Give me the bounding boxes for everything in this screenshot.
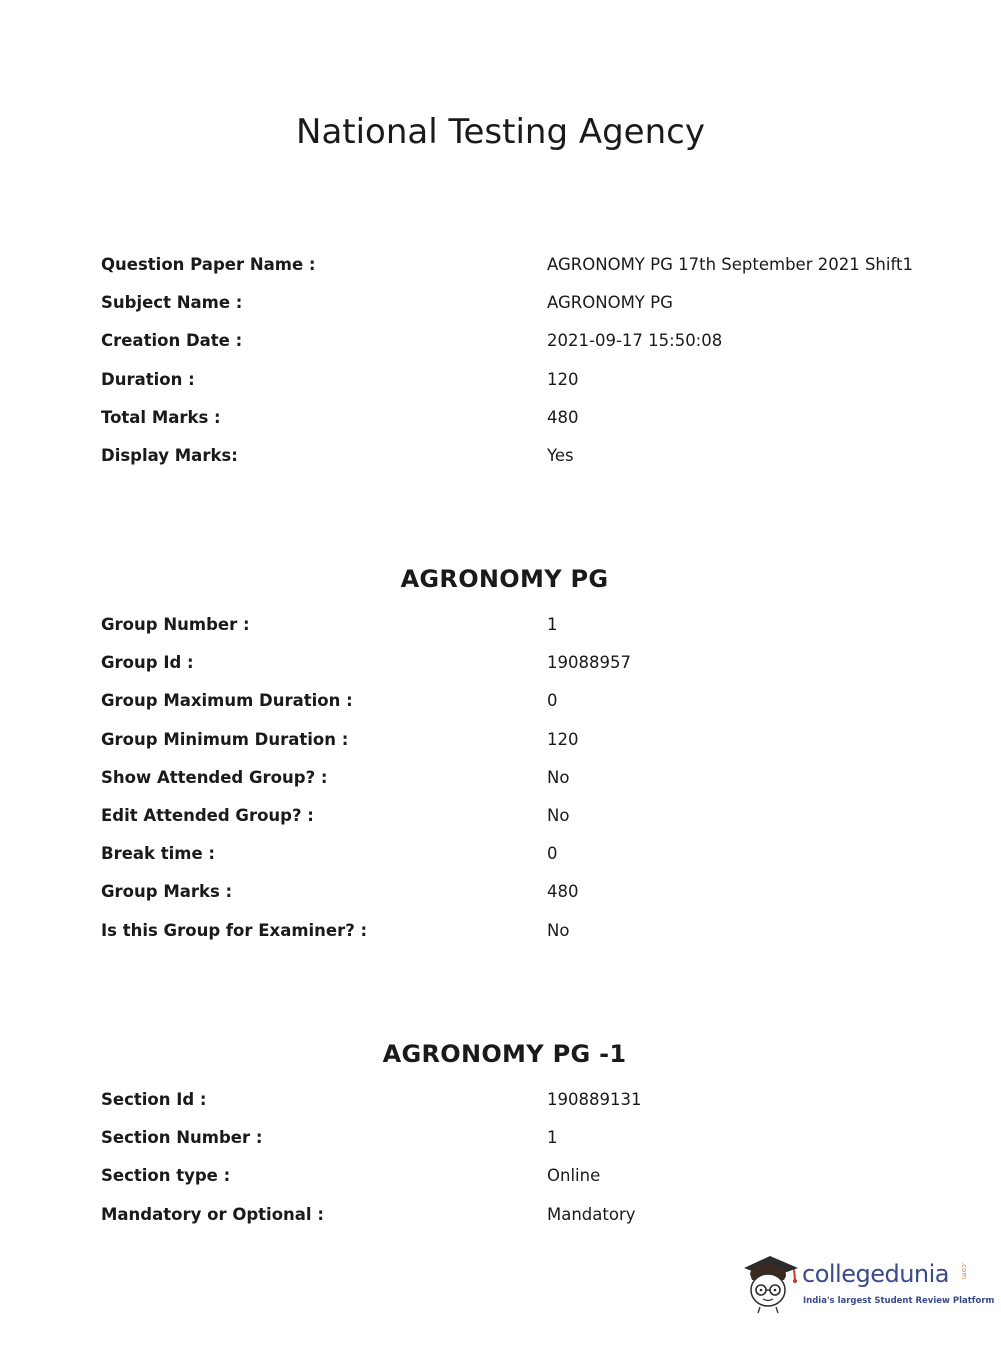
- table-row: [101, 614, 931, 652]
- table-row: [101, 330, 931, 368]
- table-row: [101, 767, 931, 805]
- row-value: 1: [547, 1128, 558, 1148]
- student-mascot-icon: [740, 1250, 800, 1314]
- row-label: Group Id :: [101, 653, 194, 673]
- row-label: Group Marks :: [101, 882, 233, 902]
- row-label: Group Number :: [101, 615, 250, 634]
- section-info-table: [101, 1089, 931, 1242]
- table-row: [101, 690, 931, 728]
- row-value: No: [547, 767, 570, 787]
- table-row: [101, 920, 931, 958]
- row-value: AGRONOMY PG: [547, 293, 673, 313]
- row-value: AGRONOMY PG 17th September 2021 Shift1: [547, 255, 913, 274]
- row-value: 190889131: [547, 1090, 642, 1109]
- row-value: Online: [547, 1166, 601, 1186]
- row-value: 480: [547, 882, 579, 902]
- table-row: [101, 254, 931, 292]
- collegedunia-logo: [740, 1250, 995, 1318]
- table-row: [101, 843, 931, 881]
- row-label: Section type :: [101, 1166, 231, 1186]
- table-row: [101, 292, 931, 330]
- row-value: 120: [547, 729, 579, 749]
- row-label: Duration :: [101, 369, 195, 389]
- row-value: No: [547, 805, 570, 825]
- row-label: Edit Attended Group? :: [101, 805, 314, 825]
- row-label: Section Id :: [101, 1090, 207, 1109]
- row-label: Show Attended Group? :: [101, 767, 328, 787]
- row-label: Total Marks :: [101, 407, 221, 427]
- row-value: Yes: [547, 445, 574, 465]
- page-title: National Testing Agency: [296, 112, 705, 152]
- row-label: Group Maximum Duration :: [101, 691, 353, 711]
- logo-tagline: India's largest Student Review Platform: [803, 1296, 995, 1306]
- row-value: 1: [547, 615, 558, 634]
- group-heading: AGRONOMY PG: [400, 565, 609, 593]
- row-value: 2021-09-17 15:50:08: [547, 331, 723, 351]
- row-value: 120: [547, 369, 579, 389]
- row-label: Question Paper Name :: [101, 255, 316, 274]
- row-label: Break time :: [101, 844, 216, 864]
- row-label: Group Minimum Duration :: [101, 729, 349, 749]
- logo-domain-suffix: .com: [960, 1262, 968, 1280]
- row-value: 0: [547, 844, 558, 864]
- section-heading: AGRONOMY PG -1: [382, 1040, 627, 1068]
- table-row: [101, 369, 931, 407]
- row-label: Is this Group for Examiner? :: [101, 920, 368, 940]
- table-row: [101, 805, 931, 843]
- row-value: Mandatory: [547, 1204, 636, 1224]
- table-row: [101, 1165, 931, 1203]
- group-info-table: [101, 614, 931, 958]
- table-row: [101, 407, 931, 445]
- row-value: 19088957: [547, 653, 631, 673]
- table-row: [101, 652, 931, 690]
- row-label: Subject Name :: [101, 293, 243, 313]
- table-row: [101, 1127, 931, 1165]
- table-row: [101, 445, 931, 483]
- logo-wordmark: collegedunia: [802, 1260, 950, 1288]
- paper-info-table: [101, 254, 931, 483]
- table-row: [101, 729, 931, 767]
- table-row: [101, 881, 931, 919]
- row-value: No: [547, 920, 570, 940]
- table-row: [101, 1089, 931, 1127]
- row-label: Display Marks:: [101, 445, 238, 465]
- row-label: Section Number :: [101, 1128, 263, 1148]
- row-value: 480: [547, 407, 579, 427]
- row-value: 0: [547, 691, 558, 711]
- row-label: Mandatory or Optional :: [101, 1204, 324, 1224]
- table-row: [101, 1204, 931, 1242]
- row-label: Creation Date :: [101, 331, 243, 351]
